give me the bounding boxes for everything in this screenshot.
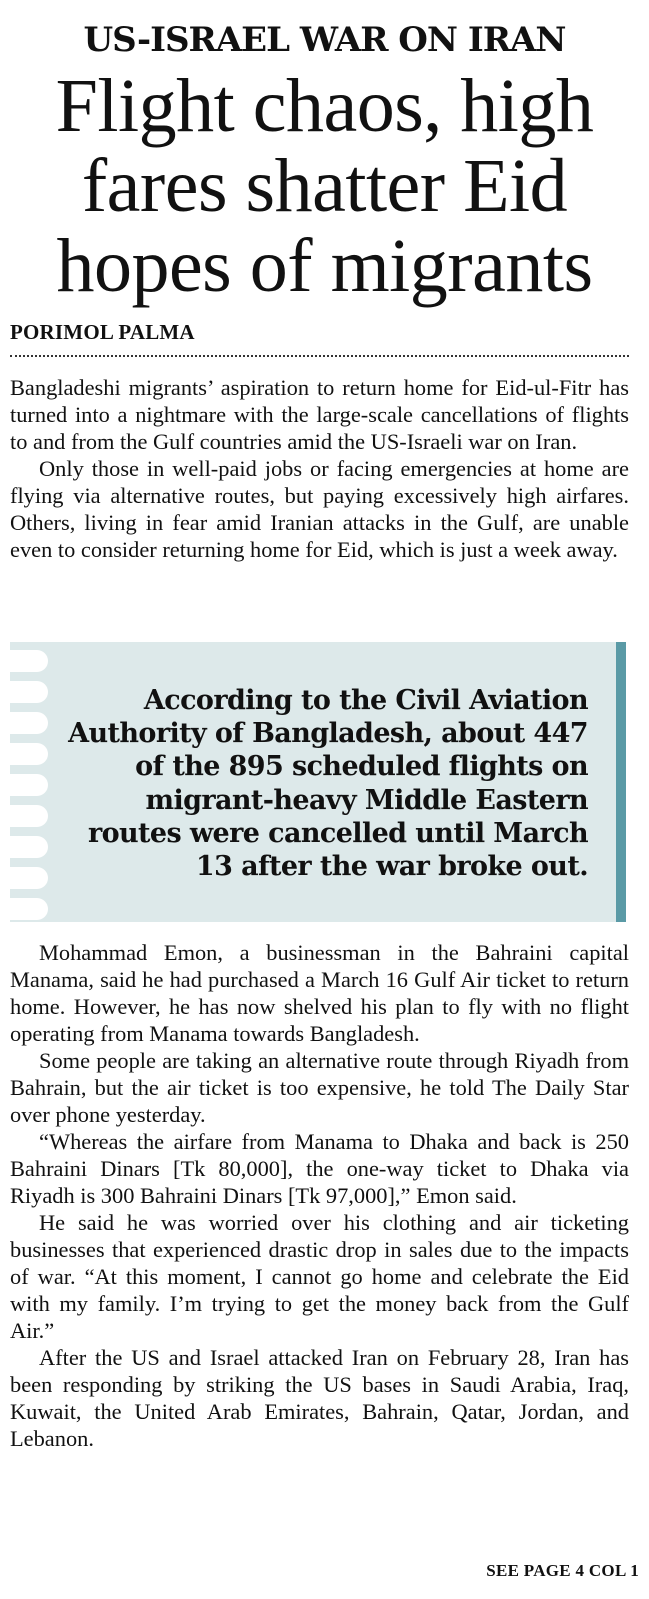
byline: PORIMOL PALMA	[10, 320, 195, 344]
paragraph: Mohammad Emon, a businessman in the Bahraini capital Manama, said he had purchased a March 16 Gulf Air ticket to return home. However, he has now shelved his plan to fly with no flight operating from Manama towards Bangladesh.	[10, 940, 629, 1046]
pull-quote-text: According to the Civil Aviation Authority of Bangladesh, about 447 of the 895 scheduled flights on migrant-heavy Middle Eastern routes were cancelled until March 13 after the war broke out.	[68, 685, 588, 883]
hole-shape	[10, 712, 48, 734]
dotted-divider	[10, 355, 629, 357]
paragraph: After the US and Israel attacked Iran on February 28, Iran has been responding by striking the US bases in Saudi Arabia, Iraq, Kuwait, the United Arab Emirates, Bahrain, Qatar, Jordan, and Lebanon.	[10, 1345, 629, 1451]
hole-shape	[10, 743, 48, 765]
hole-shape	[10, 867, 48, 889]
hole-shape	[10, 836, 48, 858]
paragraph: Some people are taking an alternative route through Riyadh from Bahrain, but the air ticket is too expensive, he told The Daily Star over phone yesterday.	[10, 1048, 629, 1127]
accent-bar	[616, 642, 626, 922]
hole-shape	[10, 805, 48, 827]
kicker-heading: US-ISRAEL WAR ON IRAN	[83, 20, 566, 60]
paragraph: He said he was worried over his clothing and air ticketing businesses that experienced drastic drop in sales due to the impacts of war. “At this moment, I cannot go home and celebrate the Eid with my family. I’m trying to get the money back from the Gulf Air.”	[10, 1210, 629, 1343]
headline-line-1: Flight chaos, high	[55, 64, 594, 148]
article-body-bottom	[10, 939, 629, 1452]
continued-on-page-link: SEE PAGE 4 COL 1	[486, 1561, 639, 1580]
paragraph: Bangladeshi migrants’ aspiration to return home for Eid-ul-Fitr has turned into a nightmare with the large-scale cancellations of flights to and from the Gulf countries amid the US-Israeli war on Iran.	[10, 375, 629, 454]
headline-line-3: hopes of migrants	[56, 224, 593, 308]
hole-shape	[10, 650, 48, 672]
pull-quote-box	[10, 642, 626, 922]
paragraph: Only those in well-paid jobs or facing emergencies at home are flying via alternative routes, but paying excessively high airfares. Others, living in fear amid Iranian attacks in the Gulf, are unable even to consider returning home for Eid, which is just a week away.	[10, 456, 629, 562]
hole-shape	[10, 898, 48, 920]
hole-shape	[10, 774, 48, 796]
notebook-holes-decoration	[10, 650, 50, 920]
hole-shape	[10, 681, 48, 703]
headline-line-2: fares shatter Eid	[81, 144, 568, 228]
headline	[8, 66, 641, 306]
paragraph: “Whereas the airfare from Manama to Dhaka and back is 250 Bahraini Dinars [Tk 80,000], the one-way ticket to Dhaka via Riyadh is 300 Bahraini Dinars [Tk 97,000],” Emon said.	[10, 1129, 629, 1208]
article-body-top	[10, 374, 629, 563]
